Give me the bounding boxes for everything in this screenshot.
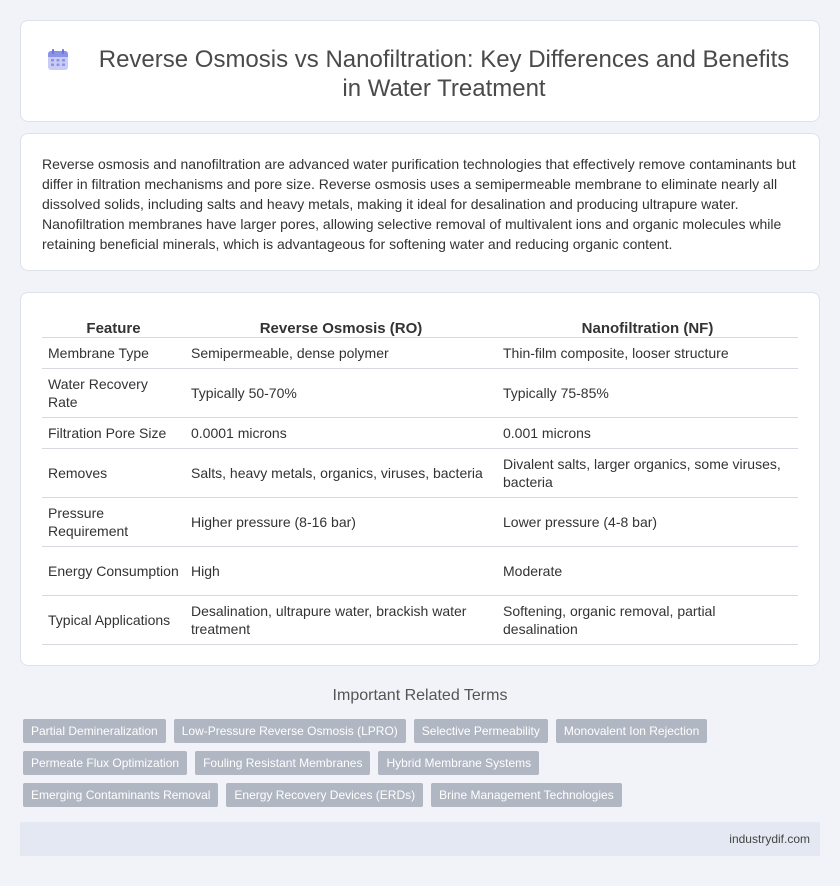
- ro-cell: Higher pressure (8-16 bar): [185, 497, 497, 546]
- nf-cell: 0.001 microns: [497, 417, 798, 448]
- related-term-tag[interactable]: Energy Recovery Devices (ERDs): [226, 783, 423, 807]
- calendar-icon: [46, 48, 70, 72]
- header-feature: Feature: [42, 315, 185, 337]
- related-terms-heading: Important Related Terms: [332, 687, 508, 704]
- related-term-tag[interactable]: Selective Permeability: [414, 719, 548, 743]
- intro-paragraph: Reverse osmosis and nanofiltration are advanced water purification technologies that effectively remove contaminants but differ in filtration mechanisms and pore size. Reverse osmosis uses a semipermeable membrane to eliminate nearly all dissolved solids, including salts and heavy metals, making it ideal for desalination and producing ultrapure water. Nanofiltration membranes have larger pores, allowing selective removal of multivalent ions and organic molecules while retaining beneficial minerals, which is advantageous for softening water and reducing organic content.: [42, 156, 796, 252]
- related-term-tag[interactable]: Low-Pressure Reverse Osmosis (LPRO): [174, 719, 406, 743]
- feature-cell: Energy Consumption: [42, 546, 185, 595]
- table-header-row: [42, 315, 798, 337]
- nf-cell: Moderate: [497, 546, 798, 595]
- nf-cell: Divalent salts, larger organics, some viruses, bacteria: [497, 448, 798, 497]
- ro-cell: Semipermeable, dense polymer: [185, 337, 497, 368]
- table-row: [42, 337, 798, 368]
- feature-cell: Filtration Pore Size: [42, 417, 185, 448]
- feature-cell: Removes: [42, 448, 185, 497]
- table-row: [42, 497, 798, 546]
- nf-cell: Softening, organic removal, partial desalination: [497, 595, 798, 644]
- feature-cell: Typical Applications: [42, 595, 185, 644]
- header-reverse-osmosis: Reverse Osmosis (RO): [185, 315, 497, 337]
- table-row: [42, 546, 798, 595]
- feature-cell: Membrane Type: [42, 337, 185, 368]
- ro-cell: Typically 50-70%: [185, 368, 497, 417]
- footer: [20, 822, 820, 856]
- related-term-tag[interactable]: Emerging Contaminants Removal: [23, 783, 218, 807]
- page-title: Reverse Osmosis vs Nanofiltration: Key Differences and Benefits in Water Treatment: [98, 46, 790, 102]
- table-row: [42, 595, 798, 644]
- comparison-table: [42, 315, 798, 645]
- ro-cell: 0.0001 microns: [185, 417, 497, 448]
- ro-cell: Salts, heavy metals, organics, viruses, bacteria: [185, 448, 497, 497]
- nf-cell: Thin-film composite, looser structure: [497, 337, 798, 368]
- table-row: [42, 368, 798, 417]
- related-term-tag[interactable]: Hybrid Membrane Systems: [378, 751, 539, 775]
- feature-cell: Pressure Requirement: [42, 497, 185, 546]
- footer-site-link[interactable]: industrydif.com: [729, 832, 810, 846]
- ro-cell: Desalination, ultrapure water, brackish water treatment: [185, 595, 497, 644]
- header-nanofiltration: Nanofiltration (NF): [497, 315, 798, 337]
- intro-card: [20, 133, 820, 271]
- related-terms-list: [23, 719, 743, 815]
- title-row: [21, 45, 819, 103]
- related-term-tag[interactable]: Fouling Resistant Membranes: [195, 751, 370, 775]
- ro-cell: High: [185, 546, 497, 595]
- table-row: [42, 417, 798, 448]
- related-term-tag[interactable]: Partial Demineralization: [23, 719, 166, 743]
- related-term-tag[interactable]: Brine Management Technologies: [431, 783, 622, 807]
- title-card: [20, 20, 820, 122]
- nf-cell: Lower pressure (4-8 bar): [497, 497, 798, 546]
- nf-cell: Typically 75-85%: [497, 368, 798, 417]
- comparison-card: [20, 292, 820, 666]
- table-row: [42, 448, 798, 497]
- feature-cell: Water Recovery Rate: [42, 368, 185, 417]
- related-term-tag[interactable]: Monovalent Ion Rejection: [556, 719, 707, 743]
- related-term-tag[interactable]: Permeate Flux Optimization: [23, 751, 187, 775]
